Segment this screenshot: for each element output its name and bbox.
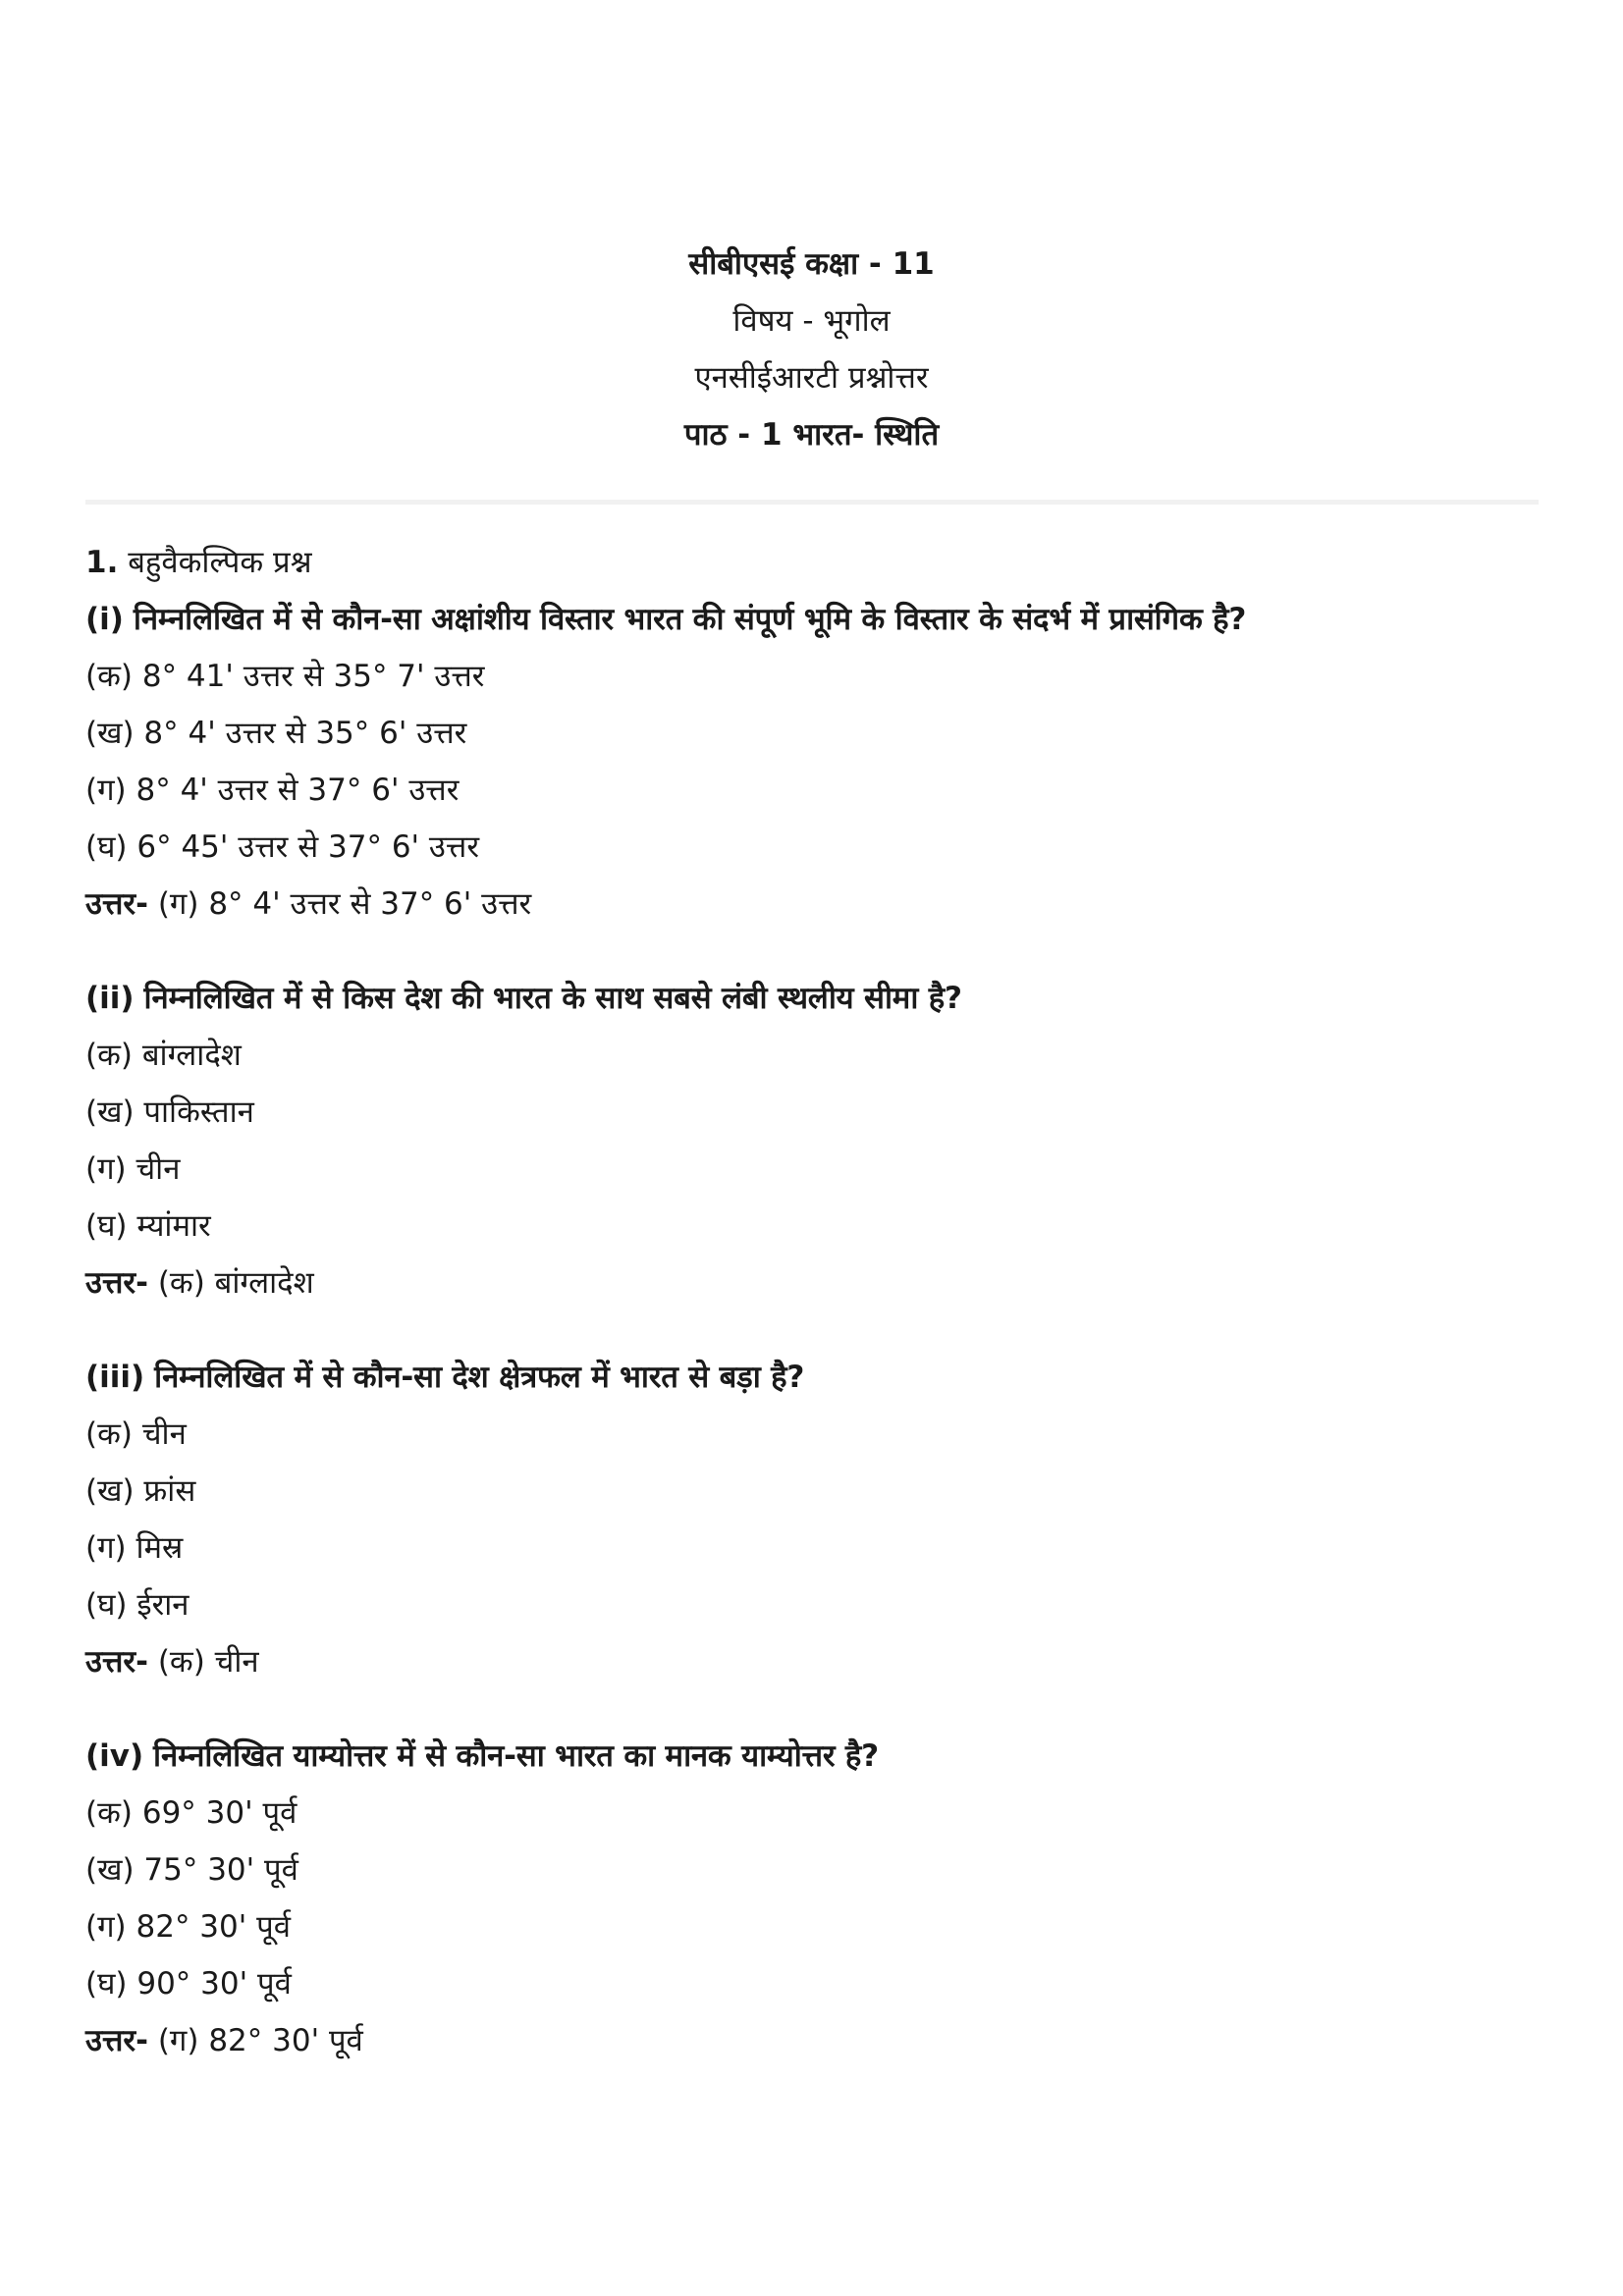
question-text: निम्नलिखित में से कौन-सा अक्षांशीय विस्तार भारत की संपूर्ण भूमि के विस्तार के संदर्भ में प्रासंगिक है? (133, 602, 1247, 637)
answer-line (85, 1633, 1548, 1690)
question-number: (i) (85, 602, 124, 637)
section-heading (85, 534, 1548, 591)
question-line (85, 970, 1548, 1027)
subject-line (0, 293, 1623, 349)
question-block (85, 1349, 1548, 1690)
option-item: (ग) मिस्र (85, 1530, 184, 1566)
question-block (85, 1728, 1548, 2069)
answer-label: उत्तर- (85, 1644, 148, 1680)
answer-label: उत्तर- (85, 2023, 148, 2058)
ncert-solutions-title: एनसीईआरटी प्रश्नोत्तर (694, 360, 929, 396)
question-text: निम्नलिखित याम्योत्तर में से कौन-सा भारत का मानक याम्योत्तर है? (153, 1738, 879, 1774)
answer-text: (क) बांग्लादेश (157, 1265, 314, 1301)
option-item: (क) चीन (85, 1416, 187, 1452)
answer-label: उत्तर- (85, 1265, 148, 1301)
option-item: (ख) 75° 30' पूर्व (85, 1852, 298, 1888)
answer-line (85, 876, 1548, 933)
option-item: (घ) 90° 30' पूर्व (85, 1966, 292, 2002)
option-item: (ख) 8° 4' उत्तर से 35° 6' उत्तर (85, 716, 467, 751)
option-item: (घ) 6° 45' उत्तर से 37° 6' उत्तर (85, 829, 480, 865)
question-number: (iii) (85, 1360, 145, 1395)
document-header (0, 236, 1623, 463)
question-line (85, 1349, 1548, 1406)
option-item: (क) 69° 30' पूर्व (85, 1795, 298, 1831)
question-number: (iv) (85, 1738, 144, 1774)
header-divider (85, 500, 1539, 505)
document-body (85, 534, 1548, 2069)
answer-text: (क) चीन (157, 1644, 259, 1680)
answer-text: (ग) 82° 30' पूर्व (157, 2023, 363, 2058)
answer-line (85, 1255, 1548, 1311)
question-text: निम्नलिखित में से कौन-सा देश क्षेत्रफल में भारत से बड़ा है? (154, 1360, 805, 1395)
option-item: (घ) म्यांमार (85, 1208, 211, 1244)
option-item: (क) 8° 41' उत्तर से 35° 7' उत्तर (85, 659, 485, 694)
option-item: (घ) ईरान (85, 1587, 189, 1623)
answer-text: (ग) 8° 4' उत्तर से 37° 6' उत्तर (157, 886, 532, 922)
subject-name: भूगोल (823, 303, 891, 339)
option-item: (ग) 8° 4' उत्तर से 37° 6' उत्तर (85, 773, 460, 808)
question-text: निम्नलिखित में से किस देश की भारत के साथ सबसे लंबी स्थलीय सीमा है? (143, 981, 962, 1016)
option-item: (ख) पाकिस्तान (85, 1095, 254, 1130)
question-line (85, 591, 1548, 648)
subject-prefix: विषय - (732, 303, 824, 339)
section-title: बहुवैकल्पिक प्रश्न (128, 545, 312, 580)
option-item: (क) बांग्लादेश (85, 1038, 242, 1073)
answer-label: उत्तर- (85, 886, 148, 922)
option-item: (ग) चीन (85, 1151, 181, 1187)
answer-line (85, 2012, 1548, 2069)
option-item: (ग) 82° 30' पूर्व (85, 1909, 291, 1945)
chapter-title: पाठ - 1 भारत- स्थिति (683, 417, 940, 453)
option-item: (ख) फ्रांस (85, 1473, 196, 1509)
question-block (85, 591, 1548, 933)
question-line (85, 1728, 1548, 1785)
question-number: (ii) (85, 981, 135, 1016)
question-block (85, 970, 1548, 1311)
section-number: 1. (85, 545, 119, 580)
board-class-title: सीबीएसई कक्षा - 11 (688, 246, 935, 282)
